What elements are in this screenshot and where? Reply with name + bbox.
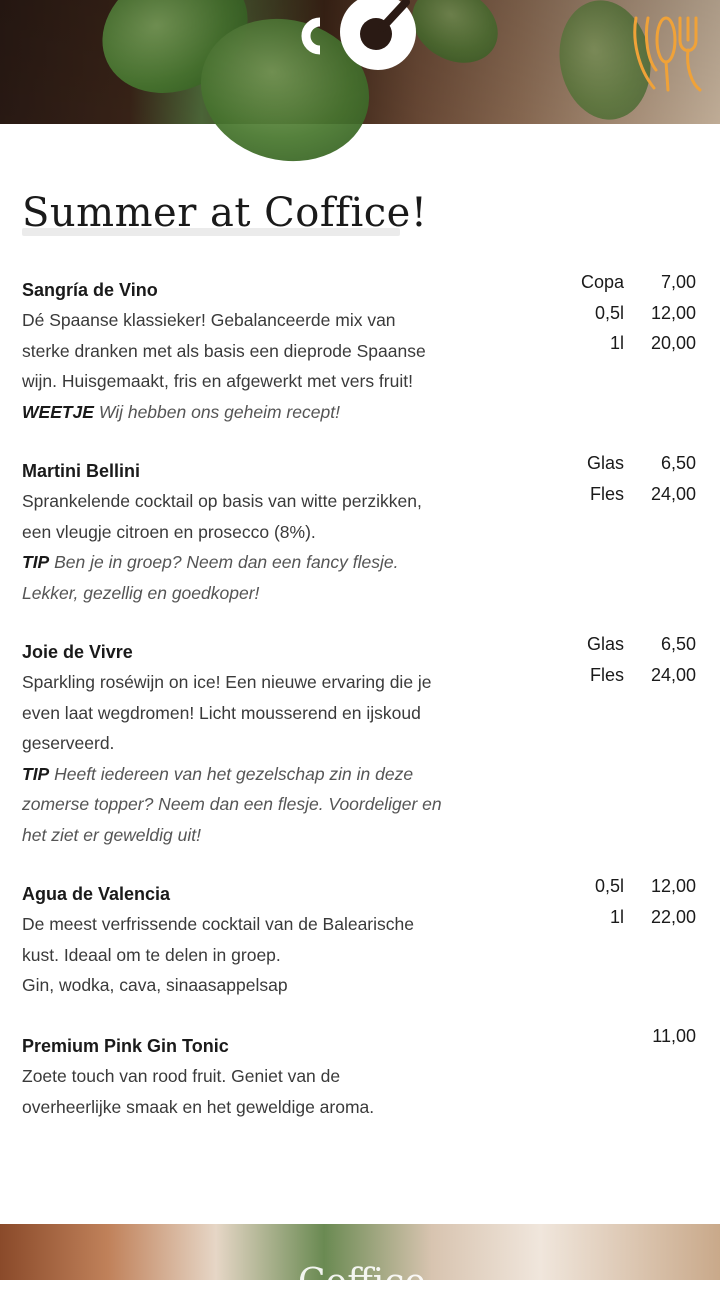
menu-item-joie-de-vivre: [22, 637, 512, 850]
price-value: 22,00: [650, 906, 696, 927]
price-size: Fles: [589, 483, 624, 504]
price-size: Fles: [589, 664, 624, 685]
item-name: Martini Bellini: [22, 461, 141, 481]
price-value: 24,00: [650, 483, 696, 504]
price-row: [564, 660, 696, 691]
price-value: 12,00: [650, 876, 696, 896]
menu-item-pink-gin-tonic: [22, 1031, 512, 1122]
price-value: 24,00: [650, 664, 696, 685]
item-tip: zomerse topper? Neem dan een flesje. Voordeliger en: [22, 794, 442, 814]
item-tip: [22, 397, 512, 428]
tip-label: TIP: [22, 552, 50, 572]
price-size: Copa: [580, 272, 624, 292]
coffice-logo: [288, 0, 428, 80]
item-description: geserveerd.: [22, 733, 115, 753]
item-description: kust. Ideaal om te delen in groep.: [22, 944, 281, 965]
price-row: [564, 1021, 696, 1052]
tip-text: Ben je in groep? Neem dan een fancy flesje.: [49, 552, 399, 572]
item-description: een vleugje citroen en prosecco (8%).: [22, 521, 316, 542]
tip-text: Wij hebben ons geheim recept!: [93, 401, 340, 422]
menu-item-agua-de-valencia: [22, 879, 512, 1001]
fork-spoon-logo: [630, 10, 706, 94]
item-description: sterke dranken met als basis een dieprode Spaanse: [22, 340, 426, 361]
item-tip: het ziet er geweldig uit!: [22, 824, 201, 845]
price-row: [564, 267, 696, 298]
price-value: 6,50: [660, 453, 696, 473]
item-description: Zoete touch van rood fruit. Geniet van de: [22, 1066, 341, 1086]
price-size: Glas: [586, 634, 624, 654]
price-list-joie-de-vivre: [564, 629, 696, 690]
price-size: 1l: [609, 906, 624, 927]
price-row: [564, 479, 696, 510]
price-size: [564, 1021, 624, 1052]
tip-text: Heeft iedereen van het gezelschap zin in deze: [49, 763, 414, 784]
item-description: De meest verfrissende cocktail van de Balearische: [22, 914, 414, 934]
price-list-sangria: [564, 267, 696, 359]
price-list-pink-gin-tonic: [564, 1021, 696, 1052]
price-list-agua-de-valencia: [564, 871, 696, 932]
footer-banner: [0, 1224, 720, 1303]
item-tip: Lekker, gezellig en goedkoper!: [22, 582, 260, 603]
tip-label: WEETJE: [22, 401, 94, 422]
price-value: 11,00: [652, 1026, 696, 1046]
item-name: Agua de Valencia: [22, 884, 171, 904]
price-row: [564, 448, 696, 479]
item-name: Premium Pink Gin Tonic: [22, 1036, 229, 1056]
price-size: 0,5l: [594, 302, 624, 323]
item-description: even laat wegdromen! Licht mousserend en ijskoud: [22, 702, 421, 723]
price-size: 0,5l: [594, 876, 624, 896]
item-description: Sparkling roséwijn on ice! Een nieuwe ervaring die je: [22, 672, 432, 692]
price-row: [564, 902, 696, 933]
item-tip: [22, 759, 512, 790]
item-description: wijn. Huisgemaakt, fris en afgewerkt met vers fruit!: [22, 371, 413, 391]
item-tip: [22, 547, 512, 578]
page-title: Summer at Coffice!: [22, 190, 428, 236]
item-description: Gin, wodka, cava, sinaasappelsap: [22, 975, 288, 995]
item-name: Sangría de Vino: [22, 280, 158, 300]
item-description: overheerlijke smaak en het geweldige aroma.: [22, 1096, 375, 1117]
price-size: Glas: [586, 453, 624, 473]
tip-label: TIP: [22, 763, 50, 784]
title-underline: [22, 228, 400, 236]
menu-item-martini-bellini: [22, 456, 512, 608]
footer-logo: Coffice: [298, 1262, 426, 1303]
price-value: 7,00: [660, 272, 696, 292]
price-size: 1l: [609, 333, 624, 353]
price-row: [564, 629, 696, 660]
price-row: [564, 298, 696, 329]
header-banner: [0, 0, 720, 124]
price-row: [564, 328, 696, 359]
price-row: [564, 871, 696, 902]
item-description: Dé Spaanse klassieker! Gebalanceerde mix van: [22, 310, 396, 330]
price-value: 20,00: [650, 333, 696, 353]
price-list-martini-bellini: [564, 448, 696, 509]
price-value: 12,00: [650, 302, 696, 323]
item-description: Sprankelende cocktail op basis van witte perzikken,: [22, 491, 422, 511]
price-value: 6,50: [660, 634, 696, 654]
item-name: Joie de Vivre: [22, 642, 133, 662]
menu-item-sangria: [22, 275, 512, 427]
